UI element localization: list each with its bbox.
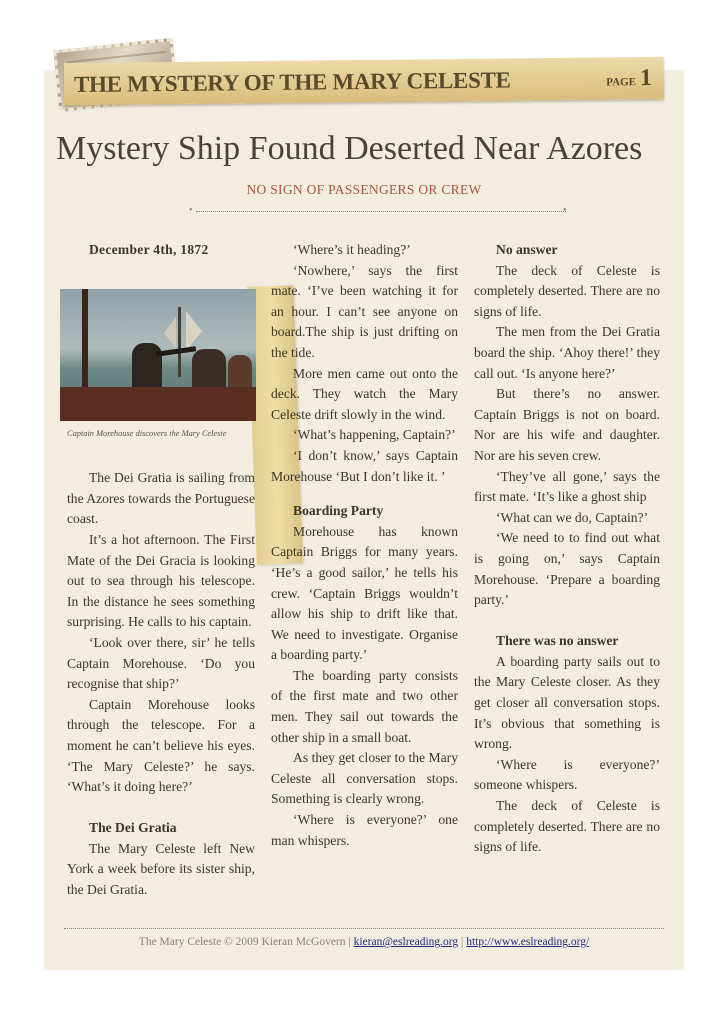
paragraph: The Dei Gratia is sailing from the Azores towards the Portuguese coast. <box>67 470 256 527</box>
footer-separator: | <box>461 936 464 948</box>
section-heading: No answer <box>496 242 558 257</box>
divider-ornament-right: • <box>563 205 567 216</box>
website-link[interactable]: http://www.eslreading.org/ <box>466 936 590 948</box>
subheadline: NO SIGN OF PASSENGERS OR CREW <box>246 182 482 197</box>
paragraph: More men came out onto the deck. They watch the Mary Celeste drift slowly in the wind. <box>271 365 458 422</box>
paragraph: Morehouse has known Captain Briggs for many years. ‘He’s a good sailor,’ he tells his crew. ‘Captain Briggs wouldn’t allow his ship to drift like that. We need to investigate. Organise a boarding party.’ <box>271 523 458 663</box>
paragraph: ‘They’ve all gone,’ says the first mate. ‘It’s like a ghost ship <box>474 468 660 505</box>
middle-column <box>271 240 458 851</box>
paragraph: The boarding party consists of the first mate and two other men. They sail out towards the other ship in a small boat. <box>271 667 458 745</box>
paragraph: ‘What can we do, Captain?’ <box>496 509 649 525</box>
ornamental-divider <box>196 211 566 212</box>
header-banner <box>64 57 664 105</box>
paragraph: The deck of Celeste is completely deserted. There are no signs of life. <box>474 262 660 319</box>
paragraph: The Mary Celeste left New York a week before its sister ship, the Dei Gratia. <box>67 840 255 898</box>
paragraph: ‘I don’t know,’ says Captain Morehouse ‘But I don’t like it. ’ <box>271 447 458 484</box>
paragraph: But there’s no answer. Captain Briggs is not on board. Nor are his wife and daughter. Nor are his seven crew. <box>474 386 660 463</box>
paragraph: ‘Where’s it heading?’ <box>293 242 411 257</box>
paragraph: A boarding party sails out to the Mary Celeste closer. As they get closer all conversation stops. It’s obvious that something is wrong. <box>474 653 660 752</box>
section-heading: Boarding Party <box>293 503 384 519</box>
page-label: PAGE <box>606 76 637 89</box>
divider-ornament-left: • <box>189 205 193 216</box>
paragraph: ‘What’s happening, Captain?’ <box>293 427 456 443</box>
page-indicator <box>606 65 652 92</box>
illustration-caption: Captain Morehouse discovers the Mary Celeste <box>67 429 227 438</box>
page-number: 1 <box>639 64 653 92</box>
paragraph: The deck of Celeste is completely deserted. There are no signs of life. <box>474 798 660 855</box>
paragraph: ‘Nowhere,’ says the first mate. ‘I’ve been watching it for an hour. I can’t see anyone on board.The ship is just drifting on the tide. <box>271 262 458 360</box>
dateline: December 4th, 1872 <box>89 242 209 257</box>
section-heading: There was no answer <box>496 633 619 649</box>
footer-divider <box>64 928 664 929</box>
paragraph: It’s a hot afternoon. The First Mate of the Dei Gracia is looking out to sea through his telescope. In the distance he sees something surprising. He calls to his captain. <box>67 531 255 630</box>
ship-illustration <box>60 289 256 421</box>
paragraph: ‘We need to to find out what is going on,’ says Captain Morehouse. ‘Prepare a boarding party.’ <box>474 530 660 608</box>
paragraph: Captain Morehouse looks through the telescope. For a moment he can’t believe his eyes. ‘The Mary Celeste?’ he says. ‘What’s it doing here?’ <box>67 696 255 795</box>
section-heading: The Dei Gratia <box>89 820 177 836</box>
paragraph: The men from the Dei Gratia board the ship. ‘Ahoy there!’ they call out. ‘Is anyone here?’ <box>474 324 660 381</box>
footer-separator: | <box>348 936 351 948</box>
paragraph: ‘Where is everyone?’ someone whispers. <box>474 756 660 793</box>
email-link[interactable]: kieran@eslreading.org <box>353 936 459 948</box>
headline: Mystery Ship Found Deserted Near Azores <box>56 130 643 167</box>
paragraph: As they get closer to the Mary Celeste all conversation stops. Something is clearly wrong. <box>271 750 458 807</box>
series-title: THE MYSTERY OF THE MARY CELESTE <box>73 67 511 98</box>
paragraph: ‘Where is everyone?’ one man whispers. <box>271 812 458 848</box>
copyright-text: The Mary Celeste © 2009 Kieran McGovern <box>138 936 346 948</box>
footer <box>0 936 728 948</box>
paragraph: ‘Look over there, sir’ he tells Captain Morehouse. ‘Do you recognise that ship?’ <box>67 634 255 692</box>
right-column <box>474 240 660 858</box>
